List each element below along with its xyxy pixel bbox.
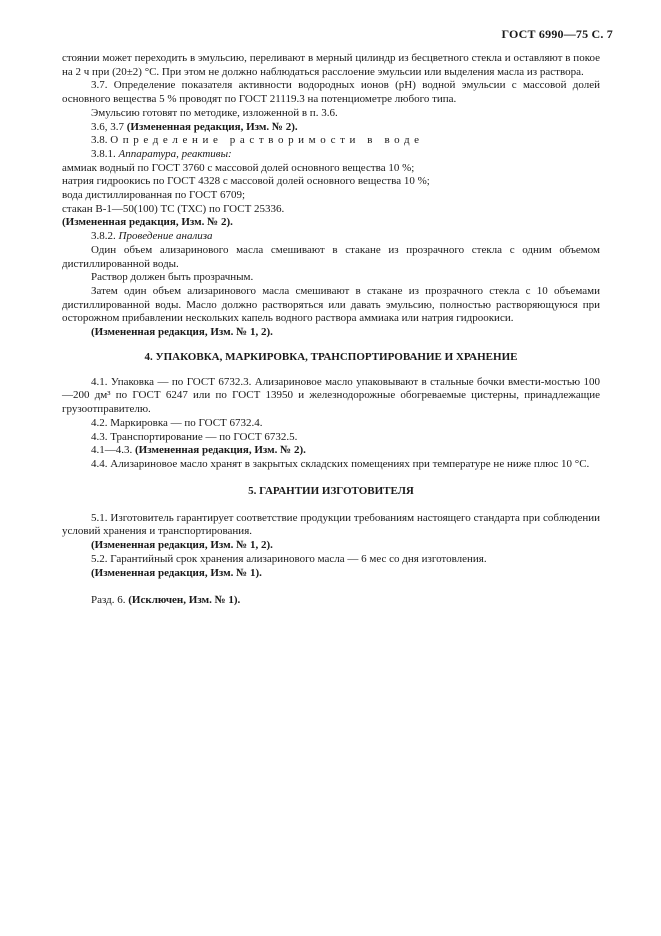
paragraph-4-1: 4.1. Упаковка — по ГОСТ 6732.3. Ализариновое масло упаковывают в стальные бочки вмести-мостью 100—200 дм³ по ГОСТ 6247 или по ГОСТ 13950 и железнодорожные обогреваемые цистерны, принадлежащие грузоотправителю. [62,375,600,416]
clause-title-spaced: Определение растворимости в воде [110,134,424,147]
paragraph-emulsion-method: Эмульсию готовят по методике, изложенной в п. 3.6. [91,106,338,119]
paragraph-4-3: 4.3. Транспортирование — по ГОСТ 6732.5. [91,430,298,443]
section-ref: Разд. 6. [91,594,126,607]
paragraph-3-7: 3.7. Определение показателя активности водородных ионов (pH) водной эмульсии с массовой долей основного вещества 5 % проводят по ГОСТ 21119.3 на потенциометре любого типа. [62,79,600,106]
paragraph-4-4: 4.4. Ализариновое масло хранят в закрытых складских помещениях при температуре не ниже плюс 10 °С. [91,457,590,470]
spacer [62,580,600,594]
section-4-heading: 4. УПАКОВКА, МАРКИРОВКА, ТРАНСПОРТИРОВАНИЕ И ХРАНЕНИЕ [144,350,518,363]
amendment-note: (Измененная редакция, Изм. № 2). [135,444,306,457]
paragraph-5-1: 5.1. Изготовитель гарантирует соответствие продукции требованиям настоящего стандарта при соблюдении условий хранения и транспортирования. [62,511,600,538]
paragraph-transparent: Раствор должен быть прозрачным. [91,271,254,284]
paragraph-3-8 [62,134,600,148]
amendment-note: (Измененная редакция, Изм. № 2). [126,120,298,133]
amendment-note: (Измененная редакция, Изм. № 1). [91,566,262,579]
amendment-4-1-4-3 [62,444,600,458]
clause-number: 3.8.2. [91,230,116,243]
amendment-note: (Измененная редакция, Изм. № 1, 2). [91,326,273,339]
amendment-ref: 3.6, 3.7 [91,120,124,133]
reagent-item: натрия гидроокись по ГОСТ 4328 с массовой долей основного вещества 10 %; [62,175,430,188]
amendment-note: (Измененная редакция, Изм. № 1, 2). [91,539,273,552]
reagent-item: вода дистиллированная по ГОСТ 6709; [62,189,246,202]
paragraph-5-2: 5.2. Гарантийный срок хранения ализаринового масла — 6 мес со дня изготовления. [91,552,487,565]
reagent-item: стакан В-1—50(100) ТС (ТХС) по ГОСТ 25336. [62,202,285,215]
paragraph-3-8-1 [62,148,600,162]
amendment-3-6-3-7 [62,121,600,135]
page-header: ГОСТ 6990—75 С. 7 [501,27,613,41]
clause-title-italic: Проведение анализа [118,230,213,243]
paragraph-3-8-2 [62,230,600,244]
excluded-note: (Исключен, Изм. № 1). [128,594,241,607]
clause-number: 3.8. [91,134,108,147]
reagent-item: аммиак водный по ГОСТ 3760 с массовой долей основного вещества 10 %; [62,161,415,174]
section-5-heading: 5. ГАРАНТИИ ИЗГОТОВИТЕЛЯ [248,484,414,497]
amendment-note: (Измененная редакция, Изм. № 2). [62,216,233,229]
paragraph-mix-ten-volumes: Затем один объем ализаринового масла смешивают в стакане из прозрачного стекла с 10 объемами дистиллированной воды. Масло должно растворяться или давать эмульсию, полностью растворяющуюся при осторожном прибавлении нескольких капель водного раствора аммиака или натрия гидроокиси. [62,284,600,325]
paragraph-4-2: 4.2. Маркировка — по ГОСТ 6732.4. [91,416,263,429]
document-body [62,52,600,608]
clause-number: 3.8.1. [91,147,116,160]
paragraph-mix-one-volume: Один объем ализаринового масла смешивают в стакане из прозрачного стекла с одним объемом дистиллированной воды. [62,243,600,270]
paragraph-continuation: стоянии может переходить в эмульсию, переливают в мерный цилиндр из бесцветного стекла и оставляют в покое на 2 ч при (20±2) °С. При этом не должно наблюдаться расслоение эмульсии или выделения масла из раствора. [62,52,600,78]
paragraph-section-6 [62,594,600,608]
clause-title-italic: Аппаратура, реактивы: [118,147,232,160]
amendment-ref: 4.1—4.3. [91,444,133,457]
